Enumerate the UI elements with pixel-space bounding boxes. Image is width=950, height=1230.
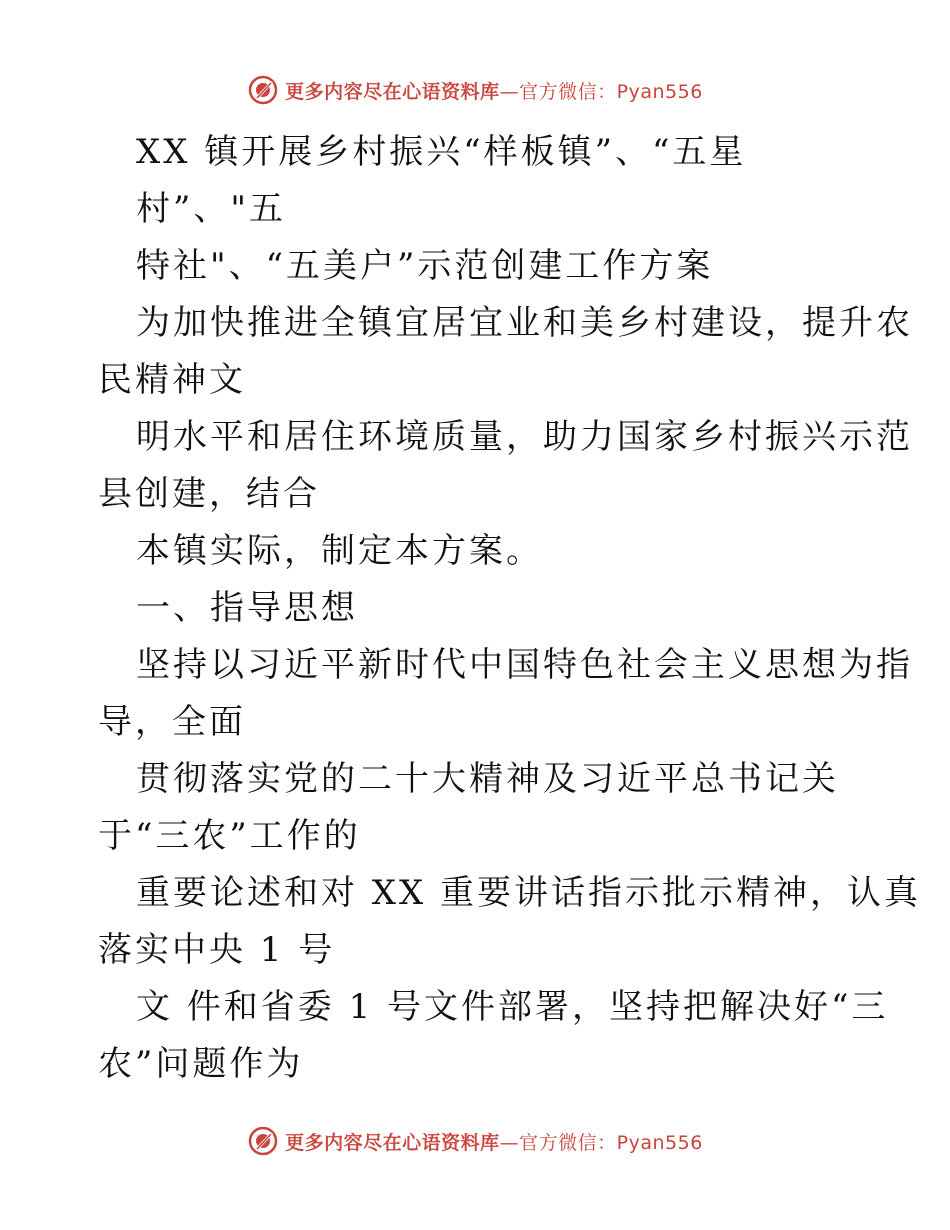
paragraph-line: 重要论述和对 XX 重要讲话指示批示精神，认真 — [136, 873, 922, 913]
watermark-site-name: 更多内容尽在心语资料库 — [285, 80, 500, 103]
paragraph-line: 于“三农”工作的 — [98, 816, 361, 856]
paragraph-line: 本镇实际，制定本方案。 — [136, 531, 543, 571]
paragraph-line: 农”问题作为 — [98, 1044, 304, 1084]
paragraph-line: 文 件和省委 1 号文件部署，坚持把解决好“三 — [136, 987, 889, 1027]
paragraph-line: 民精神文 — [98, 360, 246, 400]
watermark-dash: — — [499, 80, 520, 103]
watermark-text — [285, 77, 703, 104]
document-body — [98, 124, 922, 1093]
watermark-dash: — — [499, 1131, 520, 1154]
paragraph-line: 导，全面 — [98, 702, 246, 742]
watermark-text — [285, 1128, 703, 1155]
header-watermark — [0, 70, 950, 110]
paragraph-line: 明水平和居住环境质量，助力国家乡村振兴示范 — [136, 417, 913, 457]
watermark-wechat: 官方微信：Pyan556 — [519, 80, 703, 103]
doc-title-line-1: XX 镇开展乡村振兴“样板镇”、“五星 — [136, 132, 747, 172]
watermark-logo-icon — [247, 74, 279, 106]
doc-title-line-2: 村”、"五 — [136, 189, 287, 229]
watermark-wechat: 官方微信：Pyan556 — [519, 1131, 703, 1154]
watermark-site-name: 更多内容尽在心语资料库 — [285, 1131, 500, 1154]
paragraph-line: 为加快推进全镇宜居宜业和美乡村建设，提升农 — [136, 303, 913, 343]
paragraph-line: 县创建，结合 — [98, 474, 320, 514]
footer-watermark — [0, 1121, 950, 1161]
paragraph-line: 贯彻落实党的二十大精神及习近平总书记关 — [136, 759, 839, 799]
doc-title-line-3: 特社"、“五美户”示范创建工作方案 — [136, 246, 714, 286]
section-heading: 一、指导思想 — [136, 588, 358, 628]
paragraph-line: 落实中央 1 号 — [98, 930, 336, 970]
paragraph-line: 坚持以习近平新时代中国特色社会主义思想为指 — [136, 645, 913, 685]
watermark-logo-icon — [247, 1125, 279, 1157]
